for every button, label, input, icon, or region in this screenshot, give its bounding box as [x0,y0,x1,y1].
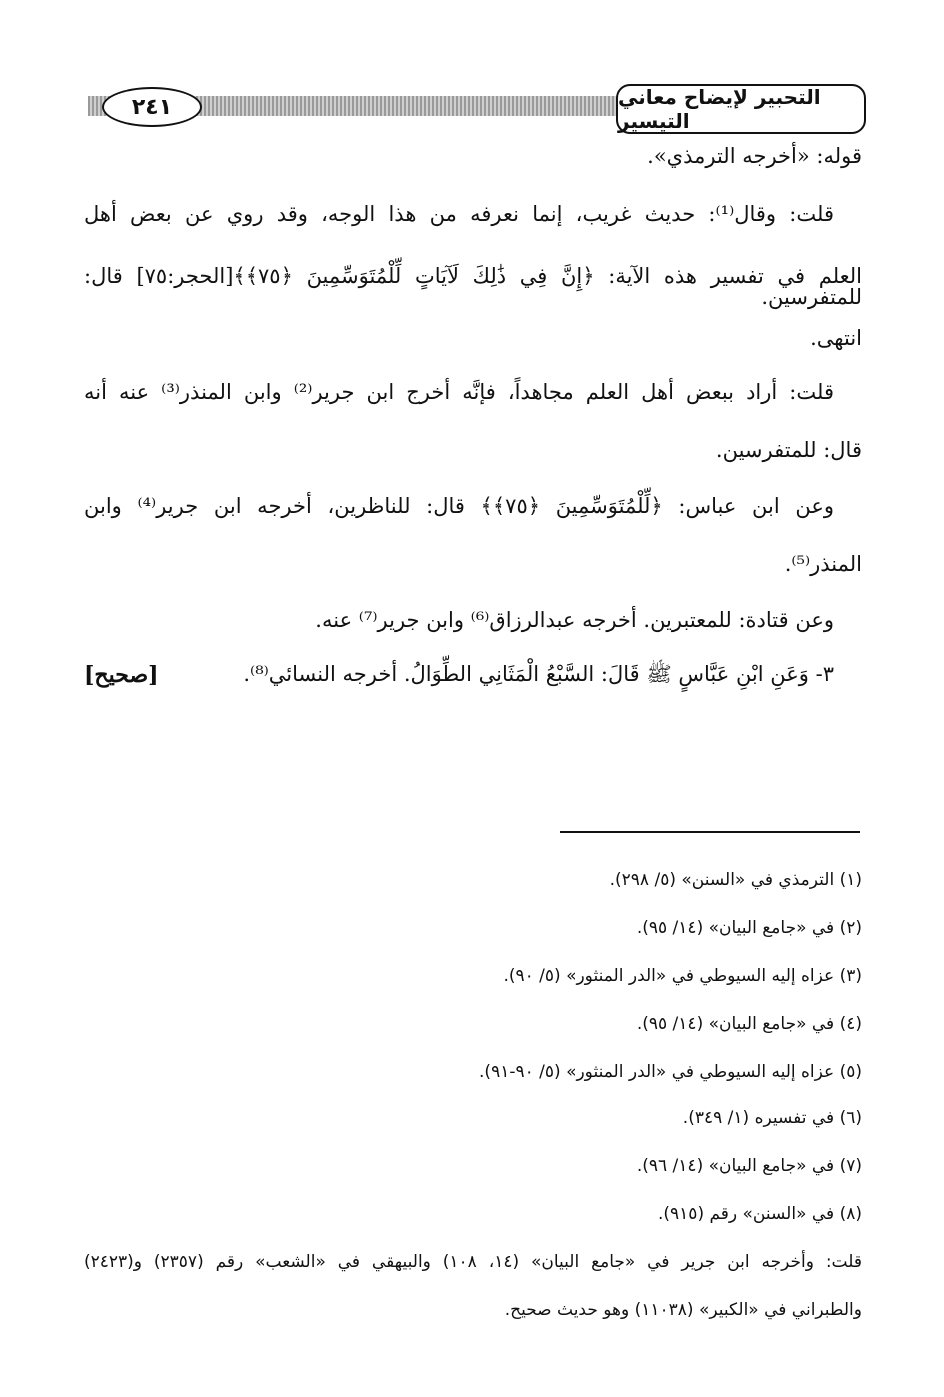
footnote-1: (١) الترمذي في «السنن» (٥/ ٢٩٨). [609,870,862,890]
footnote-6: (٦) في تفسيره (١/ ٣٤٩). [682,1108,862,1128]
body-line-9: وعن قتادة: للمعتبرين. أخرجه عبدالرزاق⁽⁶⁾ وابن جرير⁽⁷⁾ عنه. [315,608,834,632]
body-line-2: قلت: وقال⁽¹⁾: حديث غريب، إنما نعرفه من هذا الوجه، وقد روي عن بعض أهل [84,202,834,226]
hadith-text: ٣- وَعَنِ ابْنِ عَبَّاسٍ ﷺ قَالَ: السَّبْعُ الْمَثَانِي الطِّوَالُ. أخرجه النسائي⁽⁸⁾. [243,662,834,686]
book-title: التحبير لإيضاح معاني التيسير [616,84,866,134]
body-line-4: انتهى. [810,326,862,350]
page-header [88,84,866,134]
page-number: ٢٤١ [102,87,202,127]
footnote-separator [560,831,860,833]
footnote-note-line-1: قلت: وأخرجه ابن جرير في «جامع البيان» (١٤، ١٠٨) والبيهقي في «الشعب» رقم (٢٣٥٧) و(٢٤٢٣) [84,1252,862,1272]
body-line-6: قال: للمتفرسين. [715,438,862,462]
footnote-8: (٨) في «السنن» رقم (٩١٥). [657,1204,862,1224]
body-line-1: قوله: «أخرجه الترمذي». [647,144,862,168]
body-line-5: قلت: أراد ببعض أهل العلم مجاهداً، فإنَّه أخرج ابن جرير⁽²⁾ وابن المنذر⁽³⁾ عنه أنه [84,380,834,404]
footnote-5: (٥) عزاه إليه السيوطي في «الدر المنثور» (٥/ ٩٠-٩١). [479,1062,862,1082]
footnote-note-line-2: والطبراني في «الكبير» (١١٠٣٨) وهو حديث صحيح. [504,1300,862,1320]
body-line-7: وعن ابن عباس: ﴿لِّلْمُتَوَسِّمِينَ ﴿٧٥﴾﴾ قال: للناظرين، أخرجه ابن جرير⁽⁴⁾ وابن [84,494,834,518]
footnote-4: (٤) في «جامع البيان» (١٤/ ٩٥). [636,1014,862,1034]
body-line-8: المنذر⁽⁵⁾. [784,552,862,576]
footnote-3: (٣) عزاه إليه السيوطي في «الدر المنثور» (٥/ ٩٠). [503,966,862,986]
body-line-3: العلم في تفسير هذه الآية: ﴿إِنَّ فِي ذَٰلِكَ لَآيَاتٍ لِّلْمُتَوَسِّمِينَ ﴿٧٥﴾﴾[الحجر:٧٥] قال: للمتفرسين. [84,264,863,309]
grade-label: [صحيح] [84,662,159,688]
footnote-7: (٧) في «جامع البيان» (١٤/ ٩٦). [636,1156,862,1176]
footnote-2: (٢) في «جامع البيان» (١٤/ ٩٥). [636,918,862,938]
